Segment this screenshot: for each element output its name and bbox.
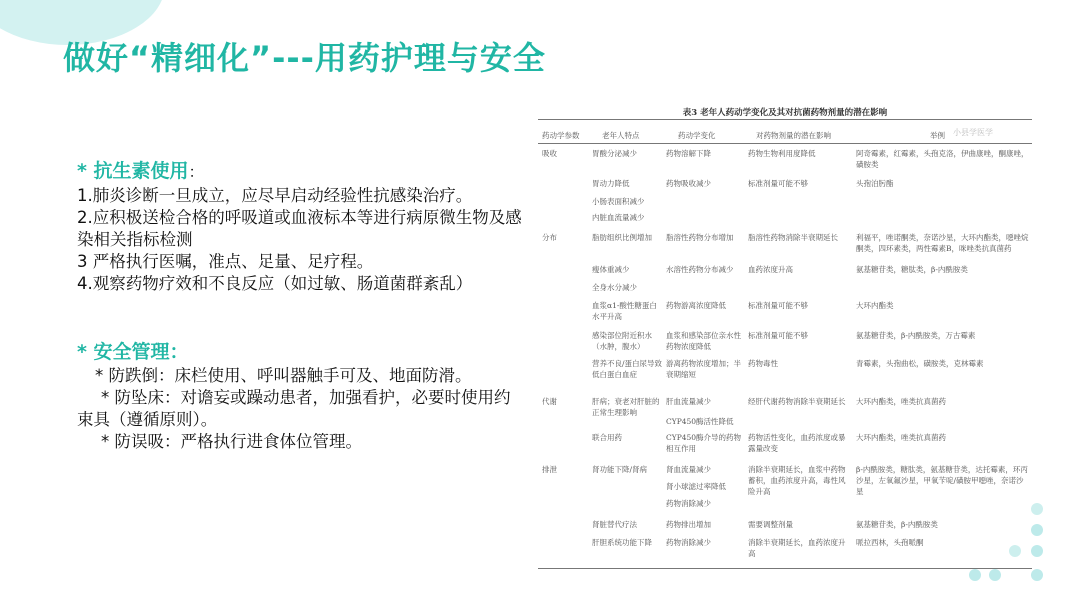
safety-item-fall: * 防跌倒：床栏使用、呼叫器触手可及、地面防滑。	[95, 366, 472, 385]
table-cell: 利福平，唑诺酮类，奈诺沙星，大环内酯类，噁唑烷酮类，四环素类，两性霉素B，咪唑类抗真菌药	[856, 233, 1029, 253]
table-cell: 血浆和感染部位亲水性药物浓度降低	[666, 331, 741, 351]
antibiotic-item-1: 1.肺炎诊断一旦成立，应尽早启动经验性抗感染治疗。	[77, 186, 473, 205]
table-cell: 氨基糖苷类，β-内酰胺类，万古霉素	[856, 331, 976, 340]
table-top-rule	[538, 119, 1032, 120]
table-cell: 药物消除减少	[666, 499, 711, 508]
table-cell: 胃酸分泌减少	[592, 149, 637, 158]
table-cell: 脂肪组织比例增加	[592, 233, 652, 242]
table-cell: 肾功能下降/肾病	[592, 465, 648, 474]
table-cell: 药物游离浓度降低	[666, 301, 726, 310]
table-bottom-rule	[538, 568, 1032, 569]
table-cell: CYP450酶介导的药物相互作用	[666, 433, 742, 453]
antibiotic-section-heading	[77, 158, 522, 185]
table-cell: 标准剂量可能不够	[748, 301, 808, 310]
table-header-param: 药动学参数	[542, 131, 580, 140]
table-cell: 水溶性药物分布减少	[666, 265, 734, 274]
table-cell: 药物排出增加	[666, 520, 711, 529]
antibiotic-item-4: 4.观察药物疗效和不良反应（如过敏、肠道菌群紊乱）	[77, 274, 473, 293]
table-cell: CYP450酶活性降低	[666, 417, 734, 426]
table-cell: 脂溶性药物消除半衰期延长	[748, 233, 838, 242]
table-row-group-label: 分布	[542, 233, 557, 242]
table-cell: 肾血流量减少	[666, 465, 711, 474]
safety-section-heading: * 安全管理：	[77, 341, 189, 363]
table-cell: 经肝代谢药物消除半衰期延长	[748, 397, 846, 406]
table-cell: 脂溶性药物分布增加	[666, 233, 734, 242]
table-cell: β-内酰胺类，糖肽类，氨基糖苷类，达托霉素，环丙沙星，左氧氟沙星，甲氧苄啶/磺胺甲噁唑，奈诺沙星	[856, 465, 1028, 496]
table-cell: 营养不良/蛋白尿导致低白蛋白血症	[592, 359, 663, 379]
table-cell: 头孢泊肟酯	[856, 179, 894, 188]
table-cell: 消除半衰期延长，血药浓度升高	[748, 538, 846, 558]
table-cell: 肝病；衰老对肝脏的正常生理影响	[592, 397, 660, 417]
table-cell: 药物生物利用度降低	[748, 149, 816, 158]
table-cell: 氨基糖苷类，糖肽类，β-内酰胺类	[856, 265, 968, 274]
table-cell: 大环内酯类，唑类抗真菌药	[856, 433, 946, 442]
safety-item-aspiration: * 防误吸：严格执行进食体位管理。	[101, 432, 362, 451]
table-cell: 哌拉西林，头孢哌酮	[856, 538, 924, 547]
table-cell: 大环内酯类，唑类抗真菌药	[856, 397, 946, 406]
table-header-example: 举例	[930, 131, 945, 140]
table-cell: 小肠表面积减少	[592, 197, 645, 206]
table-cell: 游离药物浓度增加；半衰期缩短	[666, 359, 741, 379]
antibiotic-heading-colon: ：	[188, 163, 204, 181]
table-cell: 青霉素，头孢曲松，磺胺类，克林霉素	[856, 359, 984, 368]
table-cell: 标准剂量可能不够	[748, 179, 808, 188]
table-cell: 胃动力降低	[592, 179, 630, 188]
table-cell: 药物消除减少	[666, 538, 711, 547]
table-cell: 肾小球滤过率降低	[666, 482, 726, 491]
table-cell: 阿奇霉素，红霉素，头孢克洛，伊曲康唑，酮康唑，磺胺类	[856, 149, 1029, 169]
table-cell: 血药浓度升高	[748, 265, 793, 274]
pharmacokinetics-table	[538, 106, 1032, 576]
decor-dot	[1031, 503, 1043, 515]
table-cell: 消除半衰期延长，血浆中药物蓄积，血药浓度升高，毒性风险升高	[748, 465, 846, 496]
table-cell: 药物吸收减少	[666, 179, 711, 188]
decor-dot	[989, 569, 1001, 581]
table-cell: 药物活性变化，血药浓度或暴露量改变	[748, 433, 846, 453]
antibiotic-heading-text: * 抗生素使用	[77, 160, 189, 182]
table-header-feature: 老年人特点	[602, 131, 640, 140]
table-row-group-label: 代谢	[542, 397, 557, 406]
table-cell: 肾脏替代疗法	[592, 520, 637, 529]
table-cell: 联合用药	[592, 433, 622, 442]
antibiotic-item-3: 3 严格执行医嘱，准点、足量、足疗程。	[77, 252, 374, 271]
table-cell: 血浆α1-酸性糖蛋白水平升高	[592, 301, 657, 321]
table-cell: 瘦体重减少	[592, 265, 630, 274]
table-header-change: 药动学变化	[678, 131, 716, 140]
table-cell: 药物溶解下降	[666, 149, 711, 158]
table-cell: 肝胆系统功能下降	[592, 538, 652, 547]
table-row-group-label: 排泄	[542, 465, 557, 474]
safety-item-bedfall: * 防坠床：对谵妄或躁动患者，加强看护，必要时使用约束具（遵循原则）。	[77, 388, 511, 429]
table-cell: 氨基糖苷类，β-内酰胺类	[856, 520, 938, 529]
table-cell: 标准剂量可能不够	[748, 331, 808, 340]
content-left	[77, 158, 522, 453]
table-row-group-label: 吸收	[542, 149, 557, 158]
antibiotic-item-2: 2.应积极送检合格的呼吸道或血液标本等进行病原微生物及感染相关指标检测	[77, 208, 522, 249]
slide-title: 做好“精细化”---用药护理与安全	[63, 39, 546, 77]
table-cell: 药物毒性	[748, 359, 778, 368]
decor-dot	[1031, 569, 1043, 581]
table-cell: 大环内酯类	[856, 301, 894, 310]
table-cell: 需要调整剂量	[748, 520, 793, 529]
decor-dot	[1031, 545, 1043, 557]
decor-dot	[1009, 545, 1021, 557]
decor-dot	[969, 569, 981, 581]
table-header-impact: 对药物剂量的潜在影响	[756, 131, 831, 140]
table-cell: 肝血流量减少	[666, 397, 711, 406]
table-cell: 全身水分减少	[592, 283, 637, 292]
table-cell: 感染部位附近积水（水肿，腹水）	[592, 331, 652, 351]
table-watermark: 小县学医学	[953, 128, 993, 137]
table-header-rule	[538, 143, 1032, 144]
table-caption: 表3 老年人药动学变化及其对抗菌药物剂量的潜在影响	[682, 108, 888, 118]
decor-dot	[1031, 524, 1043, 536]
table-cell: 内脏血流量减少	[592, 213, 645, 222]
